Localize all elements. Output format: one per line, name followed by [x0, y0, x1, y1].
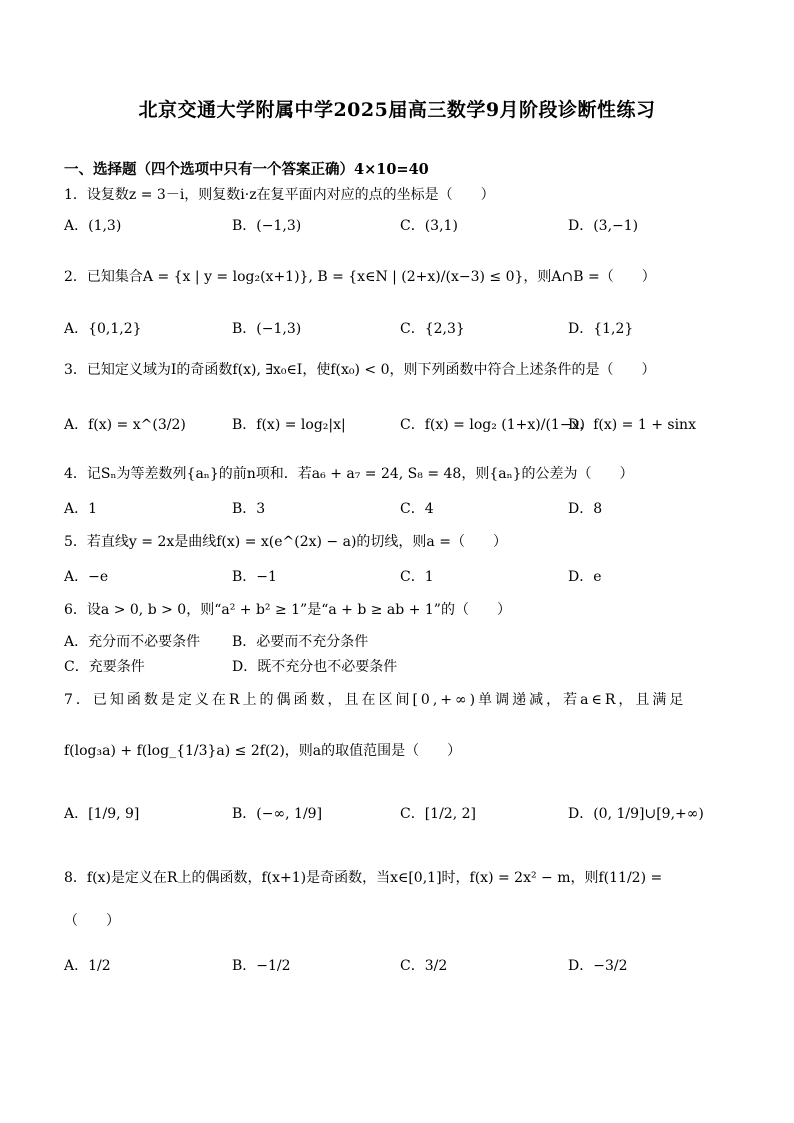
q8-option-a: A．1/2 [64, 958, 111, 974]
question-3-stem: 3．已知定义域为I的奇函数f(x), ∃x₀∈I，使f(x₀) < 0，则下列函数中符合上述条件的是（ ） [64, 362, 656, 378]
question-8-stem: 8．f(x)是定义在R上的偶函数，f(x+1)是奇函数，当x∈[0,1]时，f(x) = 2x² − m，则f(11/2) = [64, 870, 663, 886]
q3-option-c: C．f(x) = log₂ (1+x)/(1−x) [400, 417, 585, 433]
q5-option-d: D．e [568, 569, 602, 585]
q6-option-c: C．充要条件 [64, 659, 145, 675]
q6-option-a: A．充分而不必要条件 [64, 634, 201, 650]
q2-option-b: B．(−1,3) [232, 321, 302, 337]
q1-option-c: C．(3,1) [400, 218, 458, 234]
question-6-stem: 6．设a > 0, b > 0，则“a² + b² ≥ 1”是“a + b ≥ ab + 1”的（ ） [64, 602, 511, 618]
question-1-stem: 1．设复数z = 3－i，则复数i·z在复平面内对应的点的坐标是（ ） [64, 187, 495, 203]
question-7-stem: 7．已知函数是定义在R上的偶函数，且在区间[0,+∞)单调递减，若a∈R，且满足 [64, 692, 687, 708]
q5-option-b: B．−1 [232, 569, 277, 585]
question-2-stem: 2．已知集合A = {x | y = log₂(x+1)}, B = {x∈N | (2+x)/(x−3) ≤ 0}，则A∩B =（ ） [64, 269, 656, 285]
q7-option-c: C．[1/2, 2] [400, 806, 476, 822]
q1-option-d: D．(3,−1) [568, 218, 639, 234]
question-5-stem: 5．若直线y = 2x是曲线f(x) = x(e^(2x) − a)的切线，则a =（ ） [64, 534, 507, 550]
page-title: 北京交通大学附属中学2025届高三数学9月阶段诊断性练习 [138, 99, 656, 121]
q6-option-d: D．既不充分也不必要条件 [232, 659, 398, 675]
q1-option-a: A．(1,3) [64, 218, 122, 234]
q2-option-a: A．{0,1,2} [64, 321, 142, 337]
q4-option-c: C．4 [400, 501, 434, 517]
q8-option-b: B．−1/2 [232, 958, 291, 974]
q8-option-d: D．−3/2 [568, 958, 628, 974]
q4-option-b: B．3 [232, 501, 266, 517]
q3-option-b: B．f(x) = log₂|x| [232, 417, 346, 433]
q4-option-d: D．8 [568, 501, 603, 517]
q5-option-c: C．1 [400, 569, 434, 585]
q7-option-d: D．(0, 1/9]∪[9,+∞) [568, 806, 704, 822]
section-heading: 一、选择题（四个选项中只有一个答案正确）4×10=40 [64, 161, 429, 178]
q4-option-a: A．1 [64, 501, 98, 517]
q8-option-c: C．3/2 [400, 958, 448, 974]
q2-option-d: D．{1,2} [568, 321, 634, 337]
q5-option-a: A．−e [64, 569, 109, 585]
q3-option-d: D．f(x) = 1 + sinx [568, 417, 696, 433]
question-7-stem-cont: f(log₃a) + f(log_{1/3}a) ≤ 2f(2)，则a的取值范围是（ ） [64, 743, 462, 759]
q2-option-c: C．{2,3} [400, 321, 465, 337]
q3-option-a: A．f(x) = x^(3/2) [64, 417, 186, 433]
q7-option-a: A．[1/9, 9] [64, 806, 140, 822]
q6-option-b: B．必要而不充分条件 [232, 634, 369, 650]
q1-option-b: B．(−1,3) [232, 218, 302, 234]
q7-option-b: B．(−∞, 1/9] [232, 806, 323, 822]
question-8-stem-cont: （ ） [64, 913, 120, 929]
question-4-stem: 4．记Sₙ为等差数列{aₙ}的前n项和．若a₆ + a₇ = 24, S₈ = 48，则{aₙ}的公差为（ ） [64, 466, 634, 482]
